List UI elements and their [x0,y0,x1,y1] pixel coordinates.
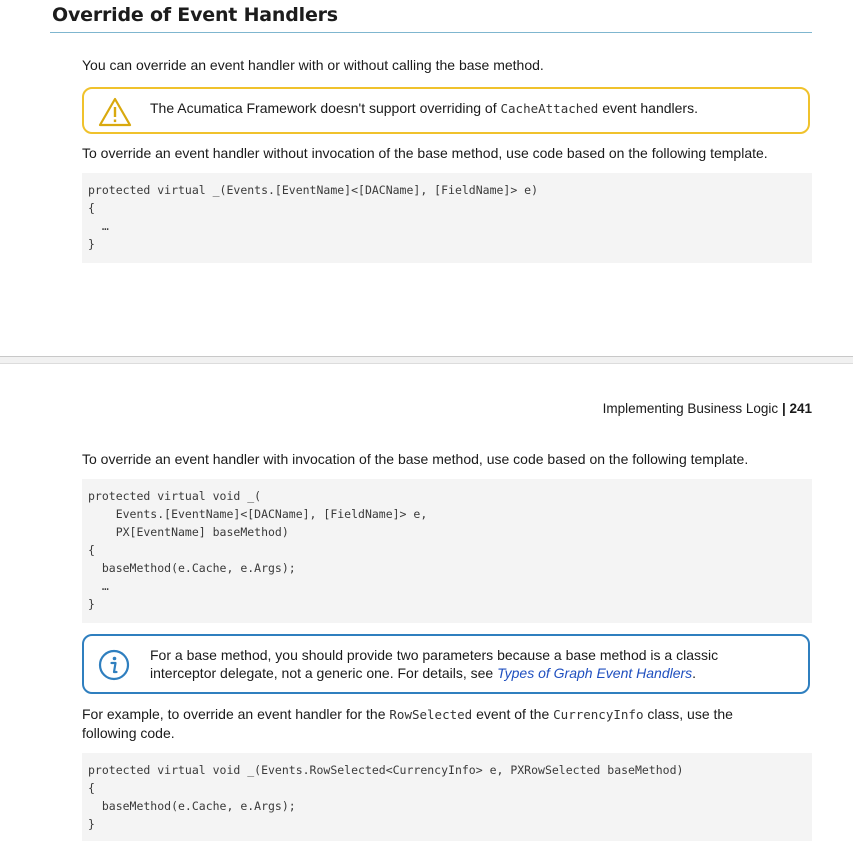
warning-icon [98,97,132,132]
without-base-paragraph: To override an event handler without invocation of the base method, use code based on the following template. [82,145,768,161]
info-text: For a base method, you should provide two parameters because a base method is a classic interceptor delegate, not a generic one. For details, see Types of Graph Event Handlers. [150,647,719,681]
code-line: protected virtual void _( [88,489,262,503]
code-block-example [82,753,812,841]
code-line: baseMethod(e.Cache, e.Args); [88,561,296,575]
warning-callout [82,87,810,134]
page-break-bottom [0,363,853,364]
code-line: … [88,219,109,233]
inline-code: CurrencyInfo [553,707,644,722]
warning-text: The Acumatica Framework doesn't support overriding of CacheAttached event handlers. [150,100,698,116]
code-line: } [88,237,95,251]
with-base-paragraph: To override an event handler with invocation of the base method, use code based on the following template. [82,451,749,467]
header-separator: | [778,401,790,416]
intro-paragraph: You can override an event handler with or without calling the base method. [82,57,544,73]
code-line: PX[EventName] baseMethod) [88,525,289,539]
types-of-graph-event-handlers-link[interactable]: Types of Graph Event Handlers [497,665,693,681]
code-line: { [88,201,95,215]
section-title: Override of Event Handlers [52,4,338,26]
code-line: protected virtual _(Events.[EventName]<[DACName], [FieldName]> e) [88,183,539,197]
info-callout [82,634,810,694]
code-line: { [88,781,95,795]
inline-code: CacheAttached [500,101,599,116]
title-underline [50,32,812,33]
code-line: baseMethod(e.Cache, e.Args); [88,799,296,813]
example-paragraph: For example, to override an event handler for the RowSelected event of the CurrencyInfo class, use the following code. [82,706,733,741]
code-line: Events.[EventName]<[DACName], [FieldName]> e, [88,507,428,521]
code-line: } [88,817,95,831]
code-block-with-base [82,479,812,623]
page-number: 241 [789,401,812,416]
code-line: } [88,597,95,611]
info-icon [98,649,130,686]
page-header [603,401,812,416]
code-line: protected virtual void _(Events.RowSelected<CurrencyInfo> e, PXRowSelected baseMethod) [88,763,684,777]
code-block-without-base [82,173,812,263]
inline-code: RowSelected [389,707,473,722]
code-line: { [88,543,95,557]
chapter-title: Implementing Business Logic [602,401,779,416]
code-line: … [88,579,109,593]
